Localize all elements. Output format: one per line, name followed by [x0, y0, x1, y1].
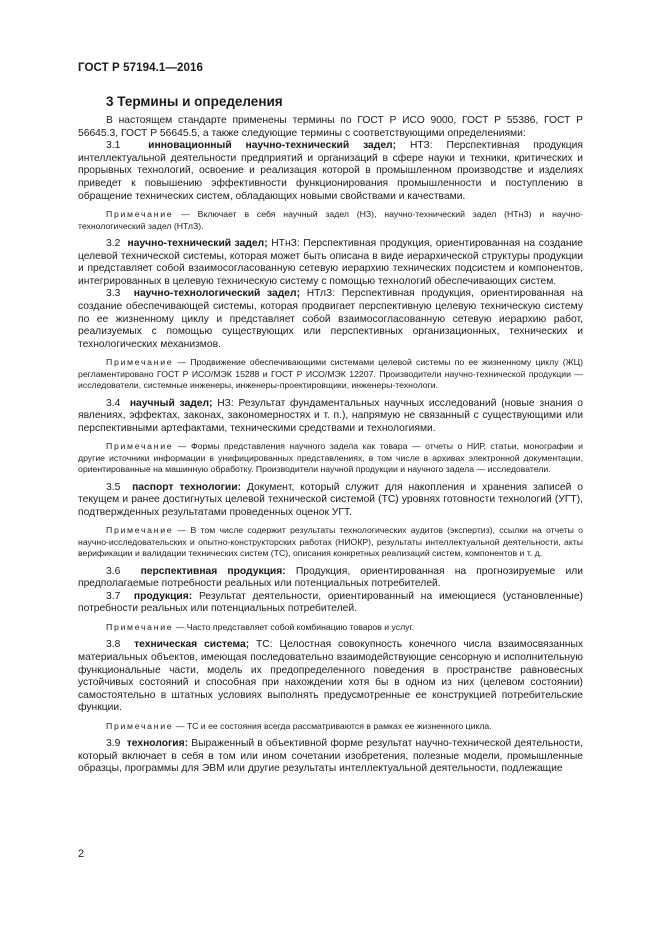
term-name: перспективная продукция: [140, 565, 286, 577]
term-definition: НЗ: Результат фундаментальных научных исследований (новые знания о явлениях, эффектах, законах, закономерностях и т. п.), напрямую не связанный с существующими или перспективными артефактами, техническими средствами и технологиями. [78, 397, 583, 434]
note-label: Примечание [106, 621, 174, 632]
term-definition: ТС: Целостная совокупность конечного числа взаимосвязанных материальных объектов, имеющая последовательно взаимодействующие сенсорную и исполнительную функциональные части, модель их предопределенного поведения в пространстве равновесных устойчивых состояний и способная при нахождении хотя бы в одном из них (целевом состоянии) самостоятельно в штатных условиях выполнять предусмотренные ее конструкцией потребительские функции. [78, 639, 583, 714]
term-3-7 [78, 591, 583, 616]
note-text: — Включает в себя научный задел (НЗ), научно-технический задел (НТнЗ) и научно-технологический задел (НТлЗ). [78, 209, 583, 231]
term-number: 3.2 [106, 237, 121, 249]
term-definition: НТлЗ: Перспективная продукция, ориентированная на создание обеспечивающей системы, которая продвигает перспективную целевую техническую систему по ее жизненному циклу и представляет собой взаимосогласованную сетевую иерархию работ, реализуемых с помощью существующих или перспективных организационных, технических и технологических механизмов. [78, 288, 583, 350]
term-number: 3.3 [106, 288, 121, 300]
note-text: — ТС и ее состояния всегда рассматриваются в рамках ее жизненного цикла. [173, 720, 492, 731]
term-number: 3.8 [106, 639, 121, 651]
page-number: 2 [78, 848, 85, 860]
note-3-4 [78, 441, 583, 475]
intro-paragraph: В настоящем стандарте применены термины по ГОСТ Р ИСО 9000, ГОСТ Р 55386, ГОСТ Р 56645.3, ГОСТ Р 56645.5, а также следующие термины с соответствующими определениями: [78, 115, 583, 139]
term-definition: Выраженный в объективной форме результат научно-технической деятельности, который включает в себя в том или ином сочетании изобретения, полезные модели, промышленные образцы, программы для ЭВМ или другие результаты интеллектуальной деятельности, подлежащие [78, 738, 583, 775]
note-text: — Часто представляет собой комбинацию товаров и услуг. [173, 621, 415, 632]
note-label: Примечание [106, 525, 174, 536]
term-name: технология: [126, 738, 189, 750]
term-name: паспорт технологии: [132, 481, 242, 493]
term-number: 3.7 [106, 590, 121, 602]
term-number: 3.1 [106, 140, 121, 152]
note-label: Примечание [106, 209, 174, 220]
term-3-5 [78, 482, 583, 520]
term-name: техническая система; [134, 639, 250, 651]
term-3-6 [78, 566, 583, 591]
note-3-8 [78, 721, 583, 732]
term-name: научный задел; [129, 397, 213, 409]
document-header: ГОСТ Р 57194.1—2016 [78, 62, 203, 74]
note-label: Примечание [106, 720, 174, 731]
term-definition: Результат деятельности, ориентированный на имеющиеся (установленные) потребности реальных или потенциальных потребителей. [78, 590, 583, 615]
term-3-1 [78, 140, 583, 203]
note-text: — Продвижение обеспечивающими системами целевой системы по ее жизненному циклу (ЖЦ) регламентировано ГОСТ Р ИСО/МЭК 15288 и ГОСТ Р ИСО/МЭК 12207. Производители научно-технической продукции — исследователи, системные инженеры, инженеры-проектировщики, инженеры-технологи. [78, 357, 583, 391]
term-3-8 [78, 639, 583, 715]
term-number: 3.4 [106, 397, 121, 409]
term-definition: НТнЗ: Перспективная продукция, ориентированная на создание целевой технической системы, которая может быть описана в виде иерархической структуры продукции и представляет собой взаимосогласованную сетевую иерархию технических подсистем и компонентов, интегрированных в целевую техническую систему с помощью технологий обеспечивающих систем. [78, 237, 583, 287]
term-number: 3.5 [106, 481, 121, 493]
section-title: 3 Термины и определения [106, 94, 283, 109]
term-name: научно-технический задел; [127, 237, 268, 249]
term-3-9 [78, 738, 583, 776]
note-label: Примечание [106, 441, 174, 452]
note-label: Примечание [106, 357, 174, 368]
note-3-1 [78, 209, 583, 232]
term-3-2 [78, 238, 583, 288]
term-number: 3.9 [106, 738, 121, 750]
term-definition: Документ, который служит для накопления и хранения записей о текущем и ранее достигнутых целевой технической системой (ТС) уровнях готовности технологий (УГТ), подтвержденных результатами проведенных оценок УГТ. [78, 481, 583, 518]
term-name: научно-технологический задел; [133, 288, 301, 300]
term-name: продукция: [133, 590, 193, 602]
note-3-7 [78, 622, 583, 633]
note-text: — Формы представления научного задела как товара — отчеты о НИР, статьи, монографии и другие источники информации в унифицированных представлениях, в том числе в архивах электронной документации, ориентированные на машинную обработку. Производители научной продукции и научного задела — исследователи. [78, 441, 583, 475]
note-3-3 [78, 357, 583, 391]
term-number: 3.6 [106, 565, 121, 577]
term-name: инновационный научно-технический задел; [148, 140, 397, 152]
term-3-4 [78, 398, 583, 436]
note-text: — В том числе содержит результаты технологических аудитов (экспертиз), ссылки на отчеты о научно-исследовательских и опытно-конструкторских работах (НИОКР), результаты интеллектуальной деятельности, акты верификации и валидации технических систем (ТС), описания конкретных реализаций систем, компонентов и т. д. [78, 525, 583, 559]
term-3-3 [78, 288, 583, 351]
note-3-5 [78, 525, 583, 559]
term-definition: Продукция, ориентированная на прогнозируемые или предполагаемые потребности реальных или потенциальных потребителей. [78, 565, 583, 590]
document-body [78, 115, 583, 776]
term-definition: НТЗ: Перспективная продукция интеллектуальной деятельности предприятий и организаций в сфере науки и техники, критических и прорывных технологий, освоение и реализация которой в промышленном производстве и изделиях приведет к повышению эффективности функционирования промышленности и поступлению в обращение технических систем, обладающих новыми свойствами и качествами. [78, 140, 583, 202]
